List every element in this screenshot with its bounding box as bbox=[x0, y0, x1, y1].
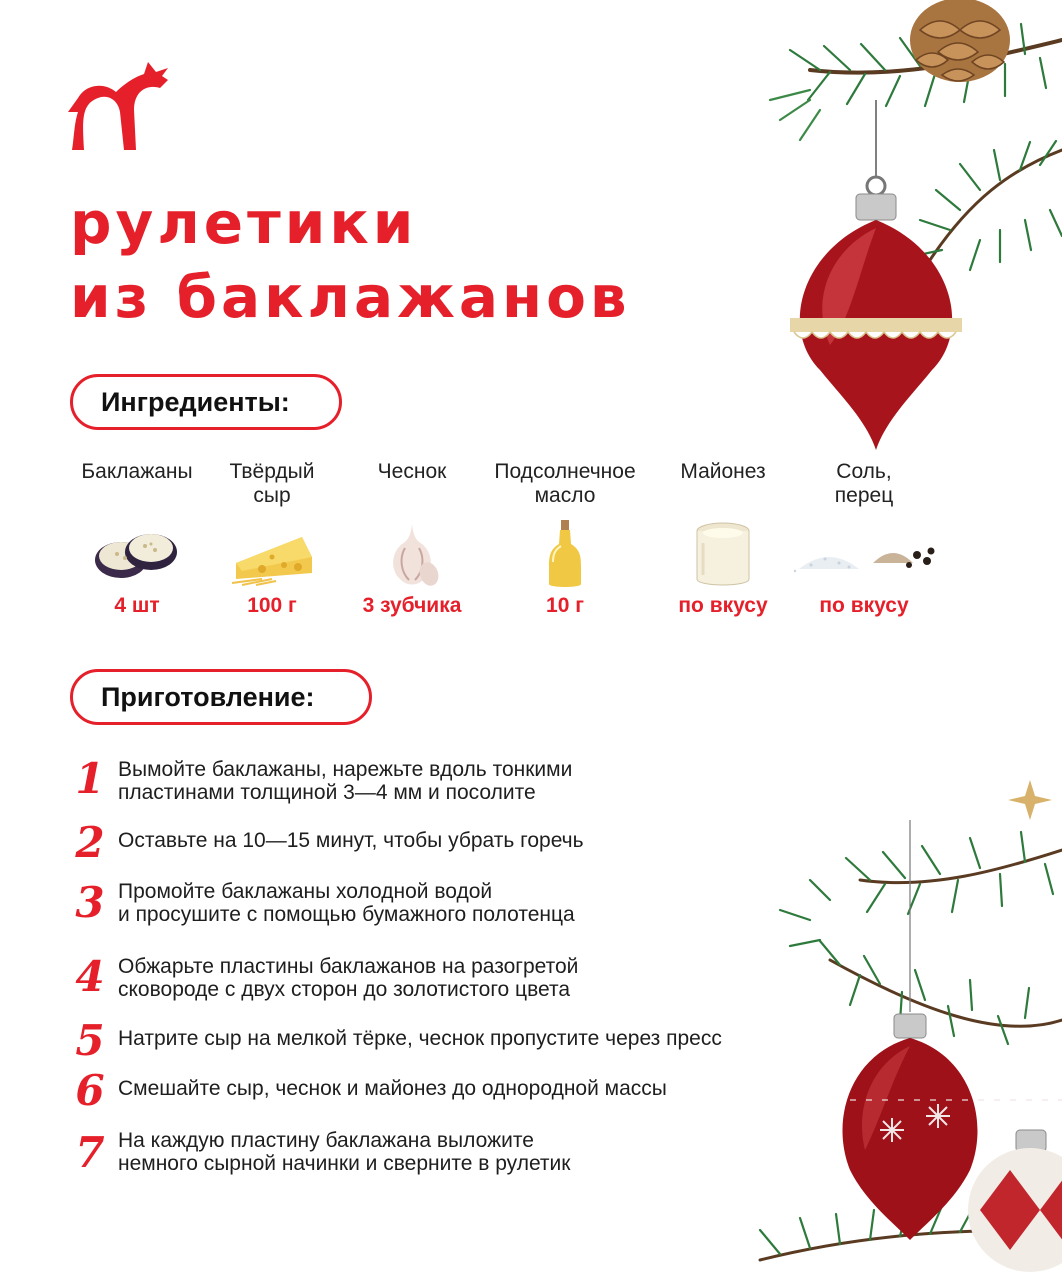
harlequin-ornament-icon bbox=[968, 1130, 1062, 1272]
preparation-heading: Приготовление: bbox=[70, 669, 372, 725]
ingredient-name: Подсолнечное масло bbox=[494, 460, 636, 507]
step-number: 1 bbox=[75, 754, 105, 803]
step-number: 4 bbox=[75, 952, 105, 1001]
step-text: Натрите сыр на мелкой тёрке, чеснок пропустите через пресс bbox=[118, 1027, 722, 1050]
ingredient-item bbox=[648, 460, 798, 617]
ingredient-item bbox=[337, 460, 487, 617]
ingredient-name: Баклажаны bbox=[81, 460, 193, 483]
eggplant-slices-icon bbox=[89, 524, 185, 584]
ingredient-item bbox=[62, 460, 212, 617]
mayonnaise-jar-icon bbox=[691, 519, 755, 589]
ingredient-item bbox=[789, 460, 939, 617]
ingredient-qty: 100 г bbox=[247, 594, 297, 617]
step-text: На каждую пластину баклажана выложите немного сырной начинки и сверните в рулетик bbox=[118, 1129, 571, 1175]
red-ornament-icon bbox=[790, 177, 962, 450]
ingredients-heading: Ингредиенты: bbox=[70, 374, 342, 430]
step-number: 7 bbox=[75, 1128, 105, 1177]
step-text: Смешайте сыр, чеснок и майонез до однородной массы bbox=[118, 1077, 667, 1100]
step-text: Вымойте баклажаны, нарежьте вдоль тонкими пластинами толщиной 3—4 мм и посолите bbox=[118, 758, 573, 804]
ingredient-item bbox=[197, 460, 347, 617]
ingredient-qty: 10 г bbox=[546, 594, 584, 617]
step-number: 3 bbox=[75, 878, 105, 927]
pine-cone-icon bbox=[910, 0, 1010, 82]
step-number: 6 bbox=[75, 1066, 105, 1115]
garlic-icon bbox=[377, 518, 447, 590]
step-text: Оставьте на 10—15 минут, чтобы убрать горечь bbox=[118, 829, 584, 852]
salt-pepper-icon bbox=[789, 529, 939, 579]
top-fir-branch-decoration bbox=[680, 0, 1062, 460]
step-text: Промойте баклажаны холодной водой и просушите с помощью бумажного полотенца bbox=[118, 880, 575, 926]
ingredient-name: Майонез bbox=[680, 460, 766, 483]
ingredient-qty: по вкусу bbox=[678, 594, 768, 617]
title-line-2: из баклажанов bbox=[70, 263, 631, 331]
oil-bottle-icon bbox=[545, 518, 585, 590]
ingredient-item bbox=[490, 460, 640, 617]
title-line-1: рулетики bbox=[70, 189, 418, 257]
ingredient-qty: по вкусу bbox=[819, 594, 909, 617]
step-text: Обжарьте пластины баклажанов на разогретой сковороде с двух сторон до золотистого цвета bbox=[118, 955, 579, 1001]
ingredient-qty: 4 шт bbox=[114, 594, 160, 617]
cheese-icon bbox=[222, 519, 322, 589]
step-number: 5 bbox=[75, 1016, 105, 1065]
ingredient-name: Твёрдый сыр bbox=[229, 460, 315, 507]
ingredient-name: Соль, перец bbox=[834, 460, 894, 507]
step-number: 2 bbox=[75, 818, 105, 867]
gold-star-icon bbox=[1008, 780, 1052, 820]
horse-logo-icon bbox=[64, 58, 176, 154]
ingredient-qty: 3 зубчика bbox=[362, 594, 462, 617]
recipe-title bbox=[70, 186, 631, 334]
ingredient-name: Чеснок bbox=[377, 460, 447, 483]
